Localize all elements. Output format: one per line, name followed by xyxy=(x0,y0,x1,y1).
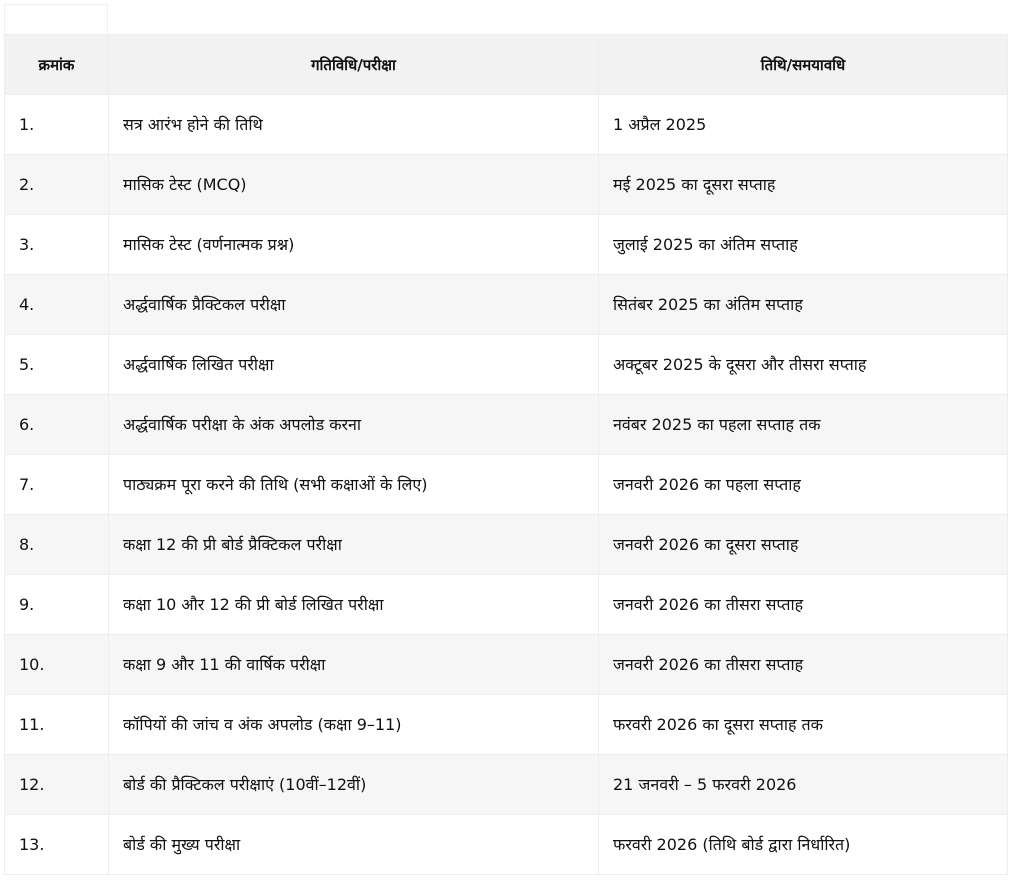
activity-cell: सत्र आरंभ होने की तिथि xyxy=(109,95,599,155)
activity-cell: कक्षा 12 की प्री बोर्ड प्रैक्टिकल परीक्षा xyxy=(109,515,599,575)
serial-number-cell: 4. xyxy=(5,275,109,335)
activity-cell: अर्द्धवार्षिक परीक्षा के अंक अपलोड करना xyxy=(109,395,599,455)
activity-cell: अर्द्धवार्षिक प्रैक्टिकल परीक्षा xyxy=(109,275,599,335)
serial-number-cell: 2. xyxy=(5,155,109,215)
serial-number-cell: 3. xyxy=(5,215,109,275)
serial-number-cell: 5. xyxy=(5,335,109,395)
table-row xyxy=(5,695,1008,755)
table-row xyxy=(5,755,1008,815)
serial-number-cell: 13. xyxy=(5,815,109,875)
table-row xyxy=(5,515,1008,575)
date-cell: 1 अप्रैल 2025 xyxy=(599,95,1008,155)
date-cell: अक्टूबर 2025 के दूसरा और तीसरा सप्ताह xyxy=(599,335,1008,395)
table-header xyxy=(5,35,1008,95)
date-cell: 21 जनवरी – 5 फरवरी 2026 xyxy=(599,755,1008,815)
date-cell: जनवरी 2026 का तीसरा सप्ताह xyxy=(599,575,1008,635)
serial-number-cell: 10. xyxy=(5,635,109,695)
serial-number-cell: 7. xyxy=(5,455,109,515)
header-row xyxy=(5,35,1008,95)
serial-number-cell: 8. xyxy=(5,515,109,575)
table-row xyxy=(5,155,1008,215)
header-activity: गतिविधि/परीक्षा xyxy=(109,35,599,95)
table-top-tab xyxy=(4,4,108,34)
date-cell: नवंबर 2025 का पहला सप्ताह तक xyxy=(599,395,1008,455)
activity-cell: बोर्ड की प्रैक्टिकल परीक्षाएं (10वीं–12वीं) xyxy=(109,755,599,815)
activity-cell: मासिक टेस्ट (वर्णनात्मक प्रश्न) xyxy=(109,215,599,275)
table-row xyxy=(5,635,1008,695)
serial-number-cell: 12. xyxy=(5,755,109,815)
date-cell: जनवरी 2026 का तीसरा सप्ताह xyxy=(599,635,1008,695)
table-row xyxy=(5,815,1008,875)
table-row xyxy=(5,575,1008,635)
date-cell: फरवरी 2026 का दूसरा सप्ताह तक xyxy=(599,695,1008,755)
header-serial-number: क्रमांक xyxy=(5,35,109,95)
table-row xyxy=(5,455,1008,515)
activity-cell: कक्षा 10 और 12 की प्री बोर्ड लिखित परीक्षा xyxy=(109,575,599,635)
table-body xyxy=(5,95,1008,875)
table-row xyxy=(5,215,1008,275)
activity-cell: अर्द्धवार्षिक लिखित परीक्षा xyxy=(109,335,599,395)
table-row xyxy=(5,95,1008,155)
date-cell: फरवरी 2026 (तिथि बोर्ड द्वारा निर्धारित) xyxy=(599,815,1008,875)
activity-cell: कॉपियों की जांच व अंक अपलोड (कक्षा 9–11) xyxy=(109,695,599,755)
table-row xyxy=(5,275,1008,335)
activity-cell: बोर्ड की मुख्य परीक्षा xyxy=(109,815,599,875)
serial-number-cell: 6. xyxy=(5,395,109,455)
table-row xyxy=(5,335,1008,395)
serial-number-cell: 11. xyxy=(5,695,109,755)
date-cell: सितंबर 2025 का अंतिम सप्ताह xyxy=(599,275,1008,335)
date-cell: जुलाई 2025 का अंतिम सप्ताह xyxy=(599,215,1008,275)
serial-number-cell: 9. xyxy=(5,575,109,635)
activity-cell: पाठ्यक्रम पूरा करने की तिथि (सभी कक्षाओं के लिए) xyxy=(109,455,599,515)
activity-cell: कक्षा 9 और 11 की वार्षिक परीक्षा xyxy=(109,635,599,695)
exam-schedule-table xyxy=(4,34,1008,875)
date-cell: जनवरी 2026 का दूसरा सप्ताह xyxy=(599,515,1008,575)
table-row xyxy=(5,395,1008,455)
header-date: तिथि/समयावधि xyxy=(599,35,1008,95)
serial-number-cell: 1. xyxy=(5,95,109,155)
date-cell: मई 2025 का दूसरा सप्ताह xyxy=(599,155,1008,215)
date-cell: जनवरी 2026 का पहला सप्ताह xyxy=(599,455,1008,515)
activity-cell: मासिक टेस्ट (MCQ) xyxy=(109,155,599,215)
